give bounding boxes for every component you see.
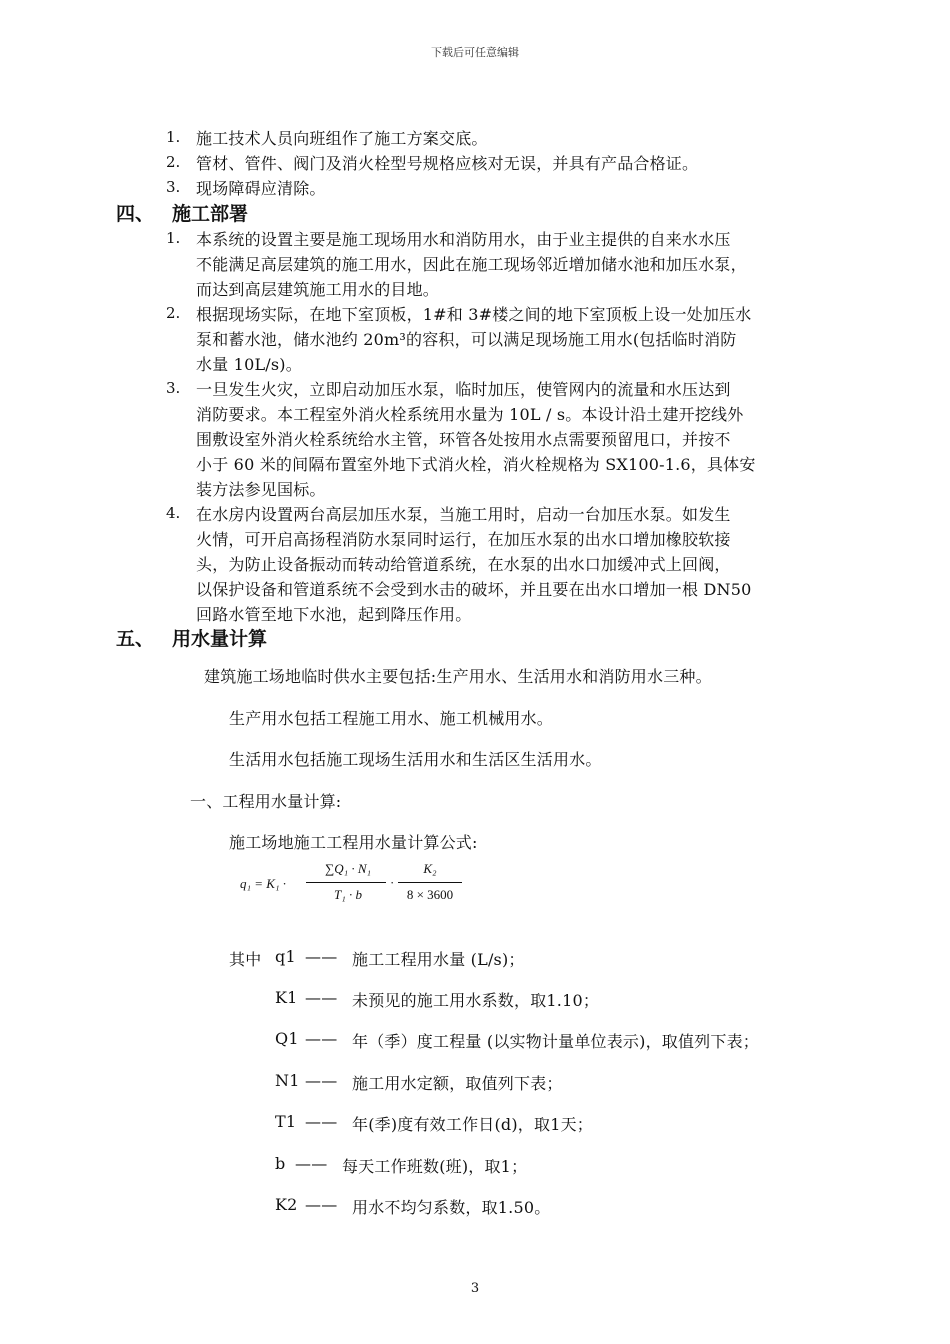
list-item-number: 2. bbox=[166, 153, 181, 171]
paragraph: 建筑施工场地临时供水主要包括:生产用水、生活用水和消防用水三种。 bbox=[204, 667, 712, 686]
paragraph-line: 泵和蓄水池，储水池约 20m³的容积，可以满足现场施工用水(包括临时消防 bbox=[196, 330, 737, 349]
variable-dash: —— bbox=[305, 947, 338, 966]
list-item-text: 现场障碍应清除。 bbox=[196, 179, 326, 198]
variable-dash: —— bbox=[305, 1112, 338, 1131]
variable-symbol: K2 bbox=[275, 1195, 298, 1214]
page-header: 下载后可任意编辑 bbox=[431, 46, 519, 59]
variable-dash: —— bbox=[305, 1029, 338, 1048]
list-item-number: 2. bbox=[166, 304, 181, 322]
variable-description: 用水不均匀系数，取1.50。 bbox=[352, 1198, 551, 1217]
paragraph-line: 在水房内设置两台高层加压水泵，当施工用时，启动一台加压水泵。如发生 bbox=[196, 505, 731, 524]
formula-numerator: K₂ bbox=[423, 861, 437, 876]
variable-dash: —— bbox=[305, 1195, 338, 1214]
variable-prefix: 其中 bbox=[229, 950, 262, 969]
paragraph: 生产用水包括工程施工用水、施工机械用水。 bbox=[229, 709, 554, 728]
variable-description: 施工用水定额，取值列下表； bbox=[352, 1074, 563, 1093]
variable-description: 年(季)度有效工作日(d)，取1天； bbox=[352, 1115, 593, 1134]
fraction-bar bbox=[398, 882, 462, 883]
variable-symbol: T1 bbox=[275, 1112, 297, 1131]
list-item-number: 4. bbox=[166, 504, 181, 522]
paragraph-line: 水量 10L/s)。 bbox=[196, 355, 302, 374]
variable-dash: —— bbox=[295, 1154, 328, 1173]
paragraph-line: 消防要求。本工程室外消火栓系统用水量为 10L / s。本设计沿土建开挖线外 bbox=[196, 405, 744, 424]
formula-dot: · bbox=[390, 875, 395, 890]
variable-symbol: q1 bbox=[275, 947, 296, 966]
paragraph-line: 一旦发生火灾，立即启动加压水泵，临时加压，使管网内的流量和水压达到 bbox=[196, 380, 731, 399]
list-item-text: 施工技术人员向班组作了施工方案交底。 bbox=[196, 129, 488, 148]
paragraph: 生活用水包括施工现场生活用水和生活区生活用水。 bbox=[229, 750, 602, 769]
paragraph-line: 而达到高层建筑施工用水的目地。 bbox=[196, 280, 440, 299]
variable-description: 每天工作班数(班)，取1； bbox=[342, 1157, 528, 1176]
list-item-number: 1. bbox=[166, 128, 181, 146]
variable-dash: —— bbox=[305, 988, 338, 1007]
paragraph-line: 围敷设室外消火栓系统给水主管，环管各处按用水点需要预留甩口，并按不 bbox=[196, 430, 731, 449]
formula-lhs: q₁ = K₁ · bbox=[240, 876, 286, 891]
variable-symbol: Q1 bbox=[275, 1029, 299, 1048]
paragraph-line: 火情，可开启高扬程消防水泵同时运行，在加压水泵的出水口增加橡胶软接 bbox=[196, 530, 731, 549]
section-title: 用水量计算 bbox=[172, 628, 268, 650]
variable-symbol: N1 bbox=[275, 1071, 300, 1090]
variable-description: 年（季）度工程量 (以实物计量单位表示)，取值列下表； bbox=[352, 1032, 759, 1051]
paragraph-line: 回路水管至地下水池，起到降压作用。 bbox=[196, 605, 472, 624]
page-number: 3 bbox=[470, 1281, 480, 1296]
list-item-text: 管材、管件、阀门及消火栓型号规格应核对无误，并具有产品合格证。 bbox=[196, 154, 699, 173]
paragraph-line: 头，为防止设备振动而转动给管道系统，在水泵的出水口加缓冲式上回阀， bbox=[196, 555, 731, 574]
formula bbox=[240, 860, 470, 910]
formula-denominator: 8 × 3600 bbox=[406, 887, 454, 902]
paragraph-line: 根据现场实际，在地下室顶板，1#和 3#楼之间的地下室顶板上设一处加压水 bbox=[196, 305, 752, 324]
formula-numerator: ∑Q₁ · N₁ bbox=[324, 861, 372, 876]
formula-denominator: T₁ · b bbox=[334, 887, 362, 902]
list-item-number: 3. bbox=[166, 379, 181, 397]
formula-intro: 施工场地施工工程用水量计算公式: bbox=[229, 833, 478, 852]
variable-dash: —— bbox=[305, 1071, 338, 1090]
variable-description: 未预见的施工用水系数，取1.10； bbox=[352, 991, 600, 1010]
paragraph-line: 不能满足高层建筑的施工用水，因此在施工现场邻近增加储水池和加压水泵， bbox=[196, 255, 747, 274]
section-number: 四、 bbox=[116, 203, 155, 225]
list-item-number: 1. bbox=[166, 229, 181, 247]
paragraph-line: 小于 60 米的间隔布置室外地下式消火栓，消火栓规格为 SX100-1.6，具体安 bbox=[196, 455, 756, 474]
variable-description: 施工工程用水量 (L/s)； bbox=[352, 950, 525, 969]
variable-symbol: b bbox=[275, 1154, 286, 1173]
paragraph-line: 本系统的设置主要是施工现场用水和消防用水，由于业主提供的自来水水压 bbox=[196, 230, 731, 249]
subheading: 一、工程用水量计算: bbox=[190, 792, 342, 811]
section-title: 施工部署 bbox=[172, 203, 249, 225]
fraction-bar bbox=[306, 882, 386, 883]
list-item-number: 3. bbox=[166, 178, 181, 196]
paragraph-line: 装方法参见国标。 bbox=[196, 480, 326, 499]
paragraph-line: 以保护设备和管道系统不会受到水击的破坏，并且要在出水口增加一根 DN50 bbox=[196, 580, 752, 599]
variable-symbol: K1 bbox=[275, 988, 298, 1007]
section-number: 五、 bbox=[116, 628, 155, 650]
